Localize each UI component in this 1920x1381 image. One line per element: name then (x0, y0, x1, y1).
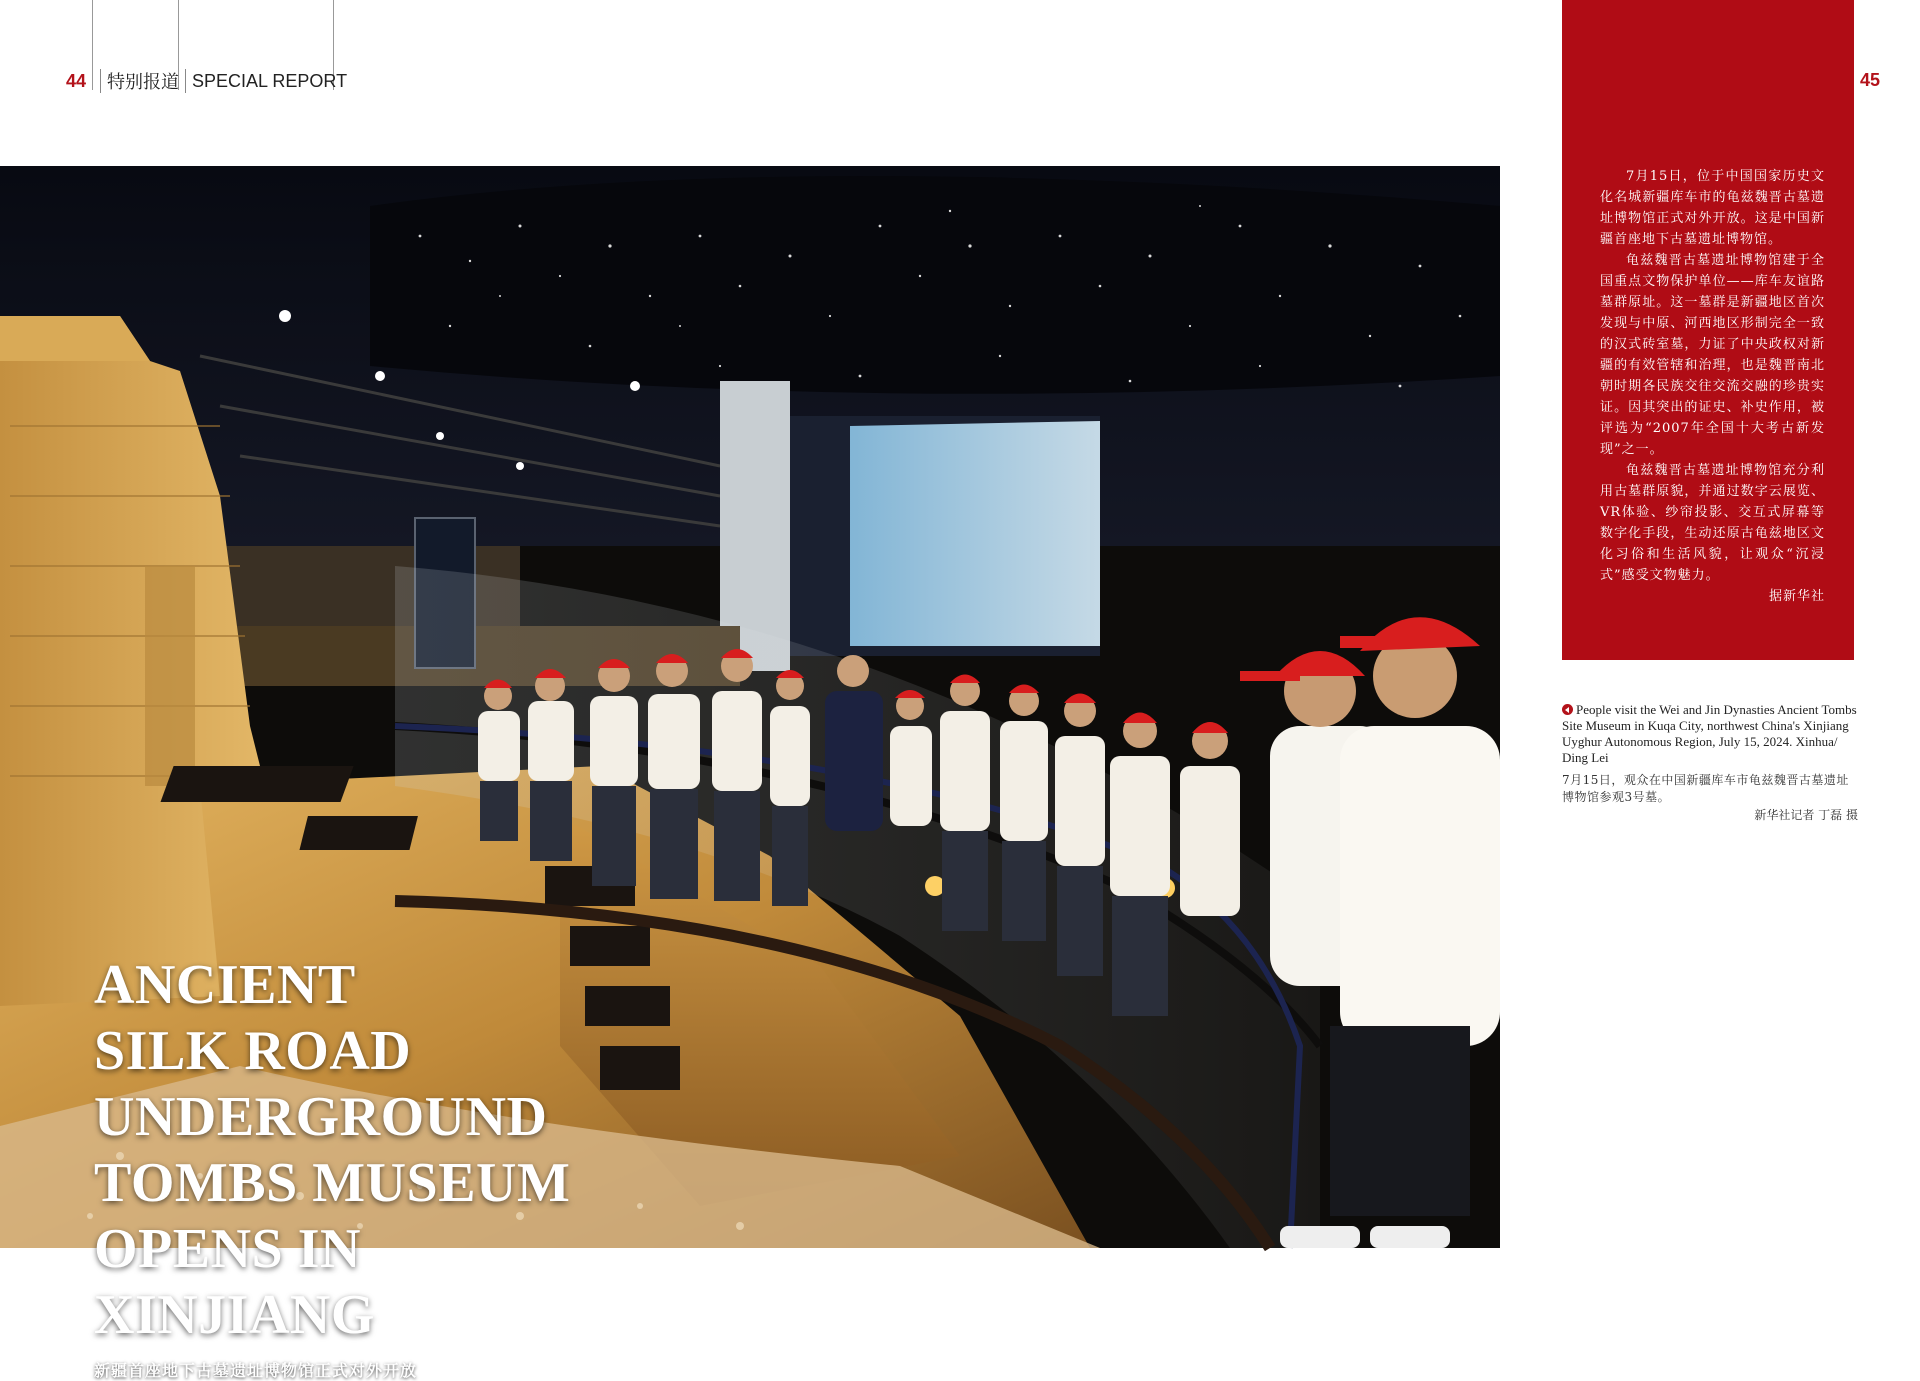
right-page-number: 45 (1860, 70, 1881, 90)
article-source: 据新华社 (1768, 589, 1825, 604)
caption-arrow-icon (1562, 704, 1573, 715)
article-paragraph: 7月15日，位于中国国家历史文化名城新疆库车市的龟兹魏晋古墓遗址博物馆正式对外开放。这是中国新疆首座地下古墓遗址博物馆。 (1600, 169, 1825, 247)
headline-line: XINJIANG (94, 1284, 375, 1346)
article-paragraph: 龟兹魏晋古墓遗址博物馆充分利用古墓群原貌，并通过数字云展览、VR体验、纱帘投影、交互式屏幕等数字化手段，生动还原古龟兹地区文化习俗和生活风貌，让观众“沉浸式”感受文物魅力。 (1600, 463, 1825, 583)
headline-line: SILK ROAD (94, 1020, 412, 1082)
header-separator (185, 69, 186, 93)
headline-line: OPENS IN (94, 1218, 361, 1280)
photo-credit-cn: 新华社记者 丁磊 摄 (1754, 808, 1858, 822)
article-headline (94, 952, 654, 1348)
museum-photo (0, 166, 1500, 1380)
caption-text-en: People visit the Wei and Jin Dynasties Ancient Tombs Site Museum in Kuqa City, northwest China's Xinjiang Uyghur Autonomous Region, July 15, 2024. Xinhua/ Ding Lei (1562, 702, 1857, 765)
article-paragraph: 龟兹魏晋古墓遗址博物馆建于全国重点文物保护单位——库车友谊路墓群原址。这一墓群是新疆地区首次发现与中原、河西地区形制完全一致的汉式砖室墓，力证了中央政权对新疆的有效管辖和治理，也是魏晋南北朝时期各民族交往交流交融的珍贵实证。因其突出的证史、补史作用，被评选为“2007年全国十大考古新发现”之一。 (1600, 253, 1825, 457)
headline-line: UNDERGROUND (94, 1086, 548, 1148)
header-separator (100, 69, 101, 93)
section-title-en: SPECIAL REPORT (192, 70, 348, 91)
left-page-number: 44 (66, 70, 87, 91)
section-title-cn: 特别报道 (107, 72, 180, 92)
headline-line: TOMBS MUSEUM (94, 1152, 571, 1214)
article-body (1600, 166, 1825, 607)
headline-subtitle-cn: 新疆首座地下古墓遗址博物馆正式对外开放 (94, 1361, 418, 1380)
photo-caption-cn: 7月15日，观众在中国新疆库车市龟兹魏晋古墓遗址博物馆参观3号墓。 (1562, 773, 1849, 804)
photo-caption-en (1562, 702, 1858, 766)
running-header (66, 68, 347, 94)
headline-line: ANCIENT (94, 954, 356, 1016)
